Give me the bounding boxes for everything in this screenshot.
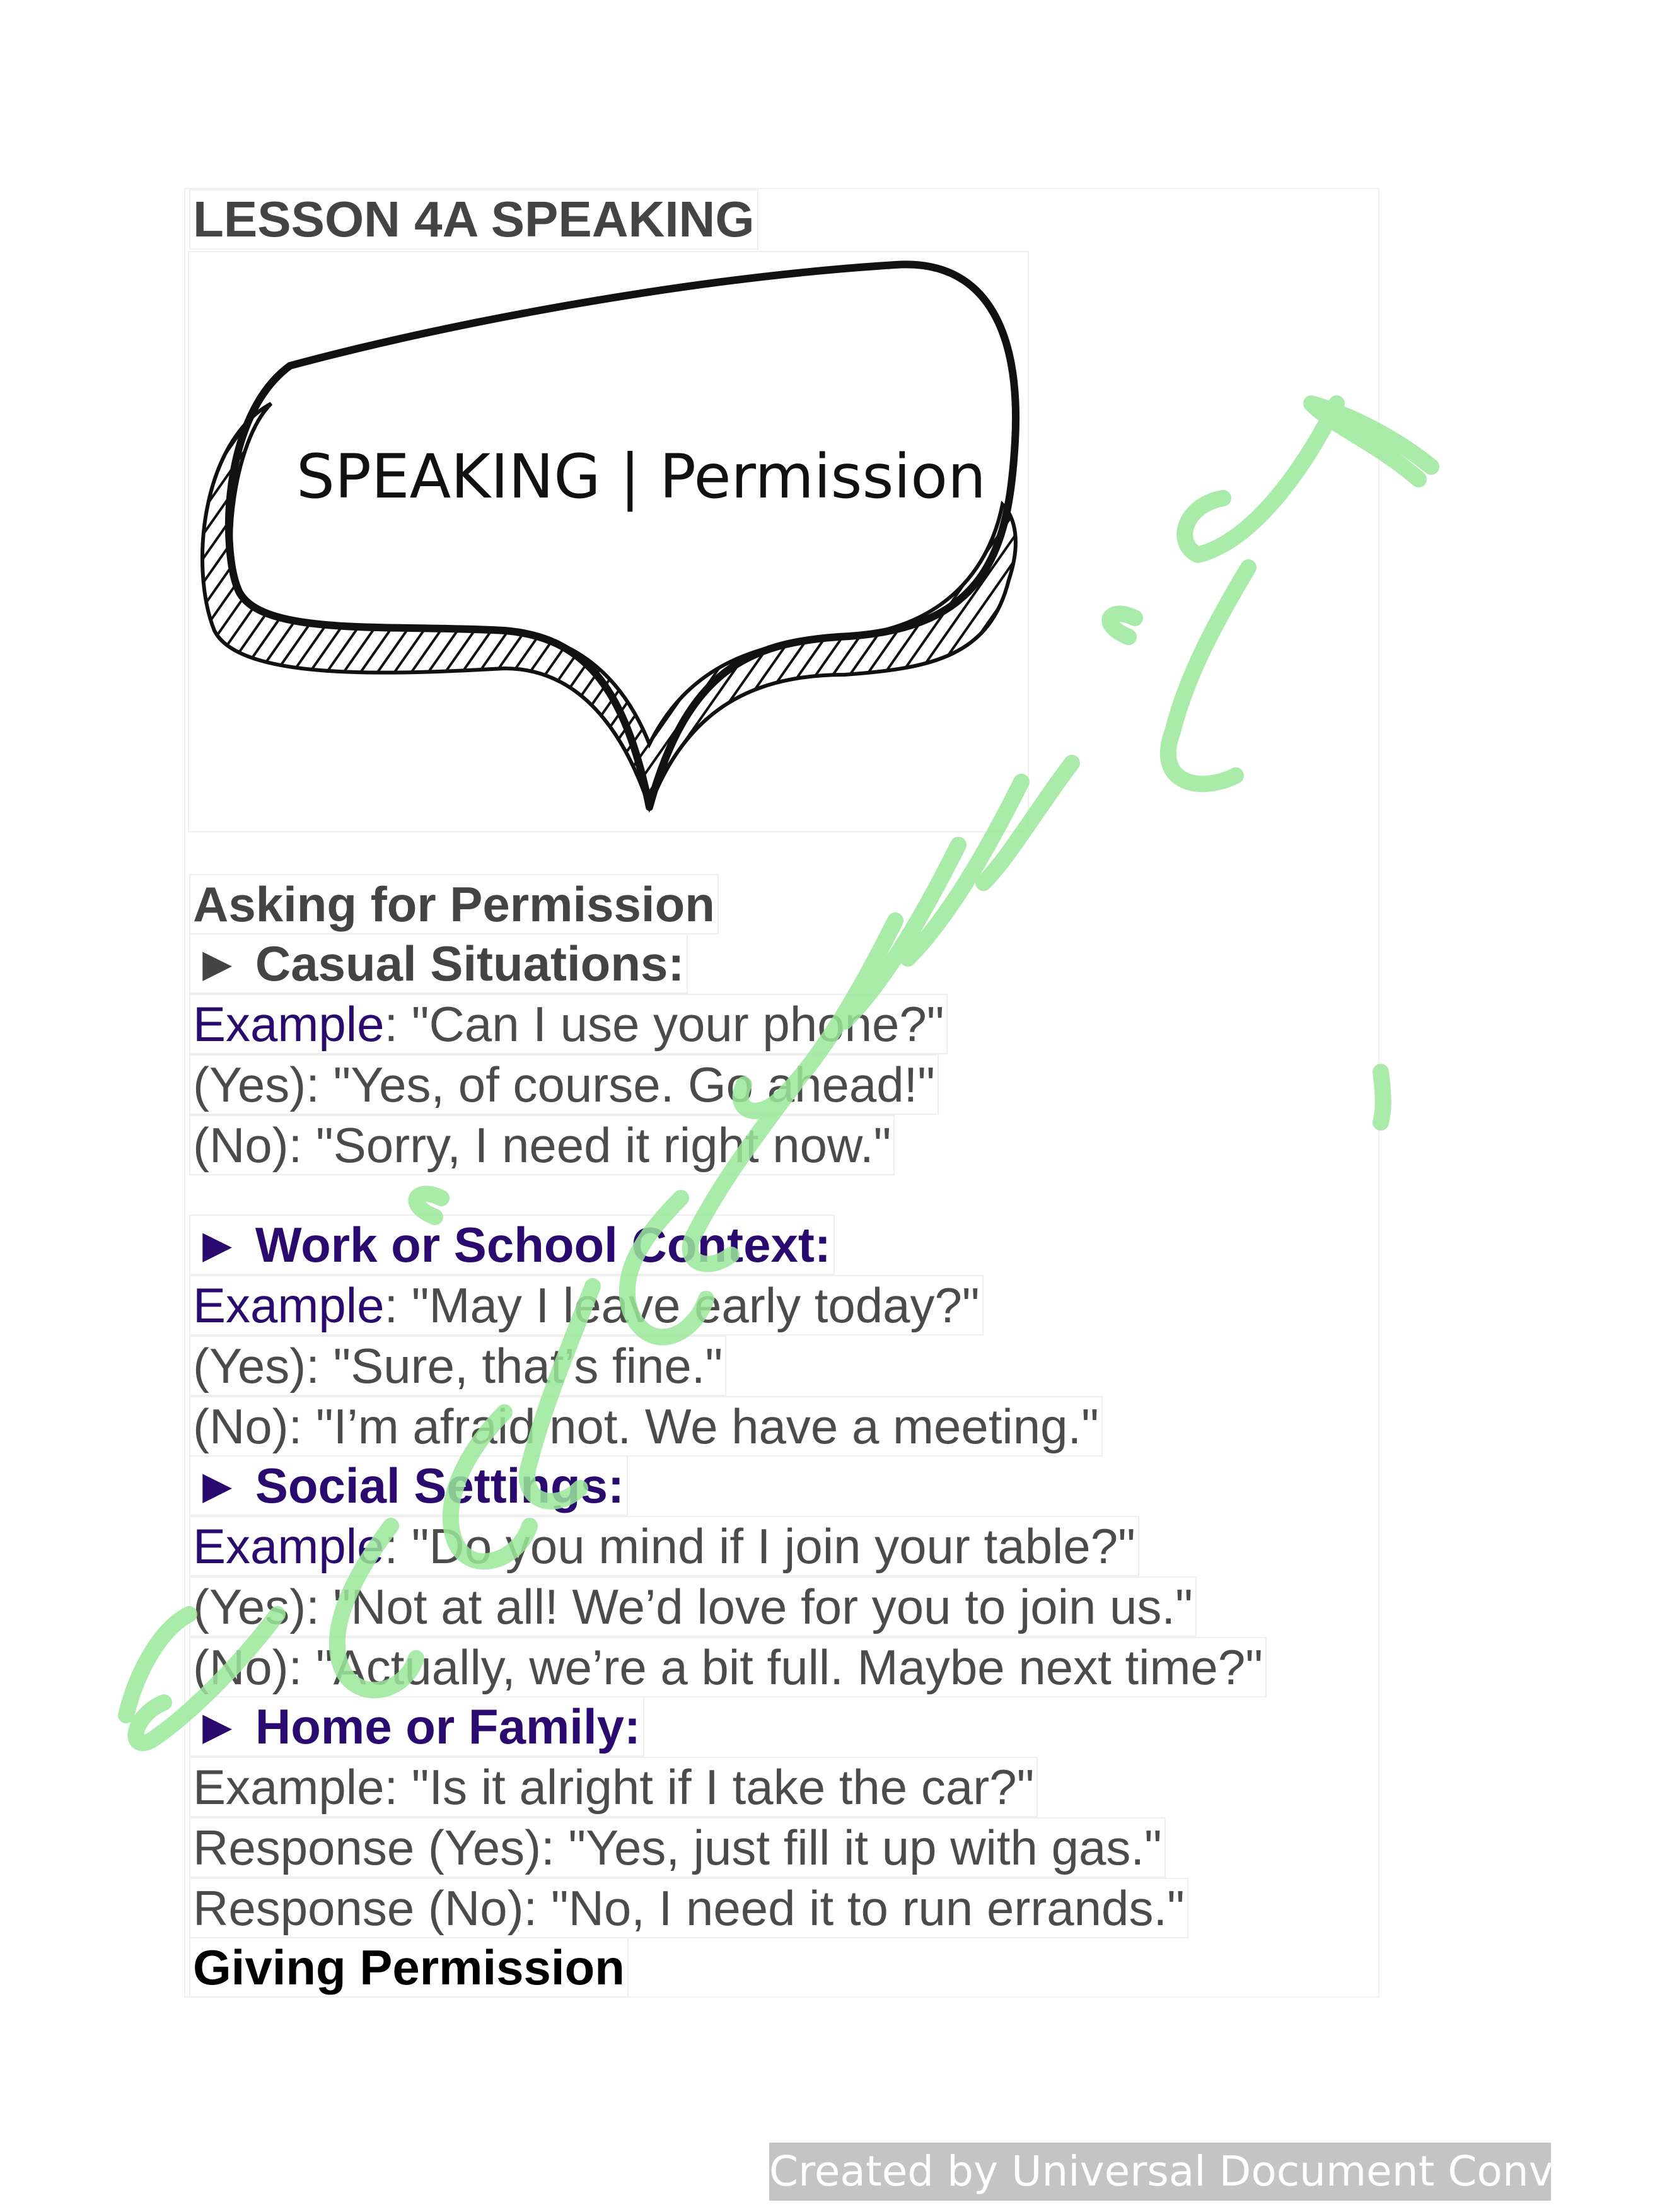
example-text: : "Do you mind if I join your table?" — [384, 1518, 1135, 1574]
example-text: : "Can I use your phone?" — [384, 996, 944, 1052]
work-no: (No): "I’m afraid not. We have a meeting." — [189, 1396, 1103, 1457]
casual-no: (No): "Sorry, I need it right now." — [189, 1115, 895, 1175]
casual-heading: ► Casual Situations: — [189, 933, 688, 994]
converter-footer: Created by Universal Document Converter — [769, 2143, 1551, 2201]
section-giving-heading: Giving Permission — [189, 1937, 629, 1998]
work-heading: ► Work or School Context: — [189, 1214, 835, 1275]
social-no: (No): "Actually, we’re a bit full. Maybe next time?" — [189, 1637, 1267, 1697]
social-yes: (Yes): "Not at all! We’d love for you to join us." — [189, 1576, 1197, 1637]
example-text: : "May I leave early today?" — [384, 1278, 980, 1333]
casual-yes: (Yes): "Yes, of course. Go ahead!" — [189, 1054, 939, 1115]
home-no: Response (No): "No, I need it to run errands." — [189, 1878, 1188, 1938]
work-yes: (Yes): "Sure, that’s fine." — [189, 1336, 726, 1396]
example-label: Example — [193, 1278, 385, 1333]
home-example: Example: "Is it alright if I take the car?" — [189, 1757, 1038, 1817]
section-asking-heading: Asking for Permission — [189, 874, 719, 934]
home-heading: ► Home or Family: — [189, 1696, 644, 1757]
example-label: Example — [193, 1518, 385, 1574]
social-heading: ► Social Settings: — [189, 1455, 628, 1516]
example-label: Example — [193, 996, 385, 1052]
lesson-title: LESSON 4A SPEAKING — [189, 189, 758, 250]
home-yes: Response (Yes): "Yes, just fill it up with gas." — [189, 1817, 1166, 1878]
bubble-text: SPEAKING | Permission — [296, 441, 986, 512]
